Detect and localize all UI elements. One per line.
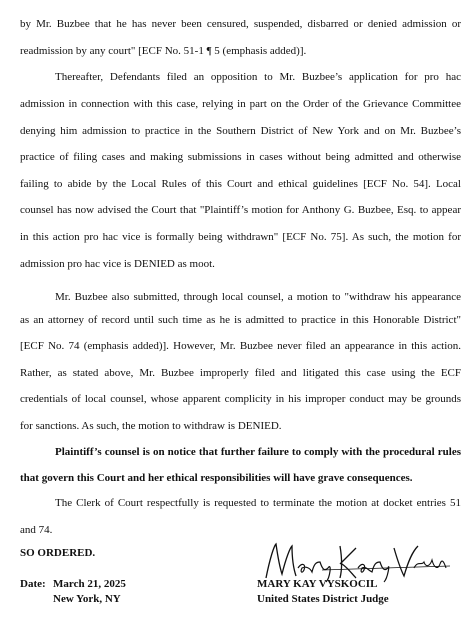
date-label: Date:: [20, 578, 46, 590]
judge-title: United States District Judge: [257, 593, 389, 605]
body-line: failing to abide by the Local Rules of this Court and ethical guidelines [ECF No. 54]. Local: [20, 178, 461, 190]
body-line: readmission by any court" [ECF No. 51-1 ¶ 5 (emphasis added)].: [20, 45, 307, 57]
so-ordered-label: SO ORDERED.: [20, 547, 96, 559]
body-line: admission pro hac vice is DENIED as moot.: [20, 258, 215, 270]
judge-name: MARY KAY VYSKOCIL: [257, 578, 378, 590]
body-line: by Mr. Buzbee that he has never been censured, suspended, disbarred or denied admission or: [20, 18, 461, 30]
body-line: and 74.: [20, 524, 53, 536]
body-line: that govern this Court and her ethical responsibilities will have grave consequences.: [20, 472, 413, 484]
body-line: Mr. Buzbee also submitted, through local counsel, a motion to "withdraw his appearance: [55, 291, 461, 303]
date-value: March 21, 2025: [53, 578, 126, 590]
body-line: Rather, as stated above, Mr. Buzbee improperly filed and litigated this case using the ECF: [20, 367, 461, 379]
location-text: New York, NY: [53, 593, 121, 605]
body-line: in this action pro hac vice is formally being withdrawn" [ECF No. 75]. As such, the motion for: [20, 231, 461, 243]
body-line: The Clerk of Court respectfully is requested to terminate the motion at docket entries 51: [55, 497, 461, 509]
body-line: Plaintiff’s counsel is on notice that further failure to comply with the procedural rules: [55, 446, 461, 458]
body-line: for sanctions. As such, the motion to withdraw is DENIED.: [20, 420, 282, 432]
body-line: counsel has now advised the Court that "Plaintiff’s motion for Anthony G. Buzbee, Esq. to appear: [20, 204, 461, 216]
body-line: Thereafter, Defendants filed an opposition to Mr. Buzbee’s application for pro hac: [55, 71, 461, 83]
body-line: credentials of local counsel, whose apparent complicity in his improper conduct may be grounds: [20, 393, 461, 405]
body-line: [ECF No. 74 (emphasis added)]. However, Mr. Buzbee never filed an appearance in this action.: [20, 340, 461, 352]
body-line: practice of filing cases and making submissions in cases without being admitted and otherwise: [20, 151, 461, 163]
body-line: denying him admission to practice in the Southern District of New York and on Mr. Buzbee’s: [20, 125, 461, 137]
body-line: as an attorney of record until such time as he is admitted to practice in this Honorable District": [20, 314, 461, 326]
body-line: admission in connection with this case, relying in part on the Order of the Grievance Committee: [20, 98, 461, 110]
